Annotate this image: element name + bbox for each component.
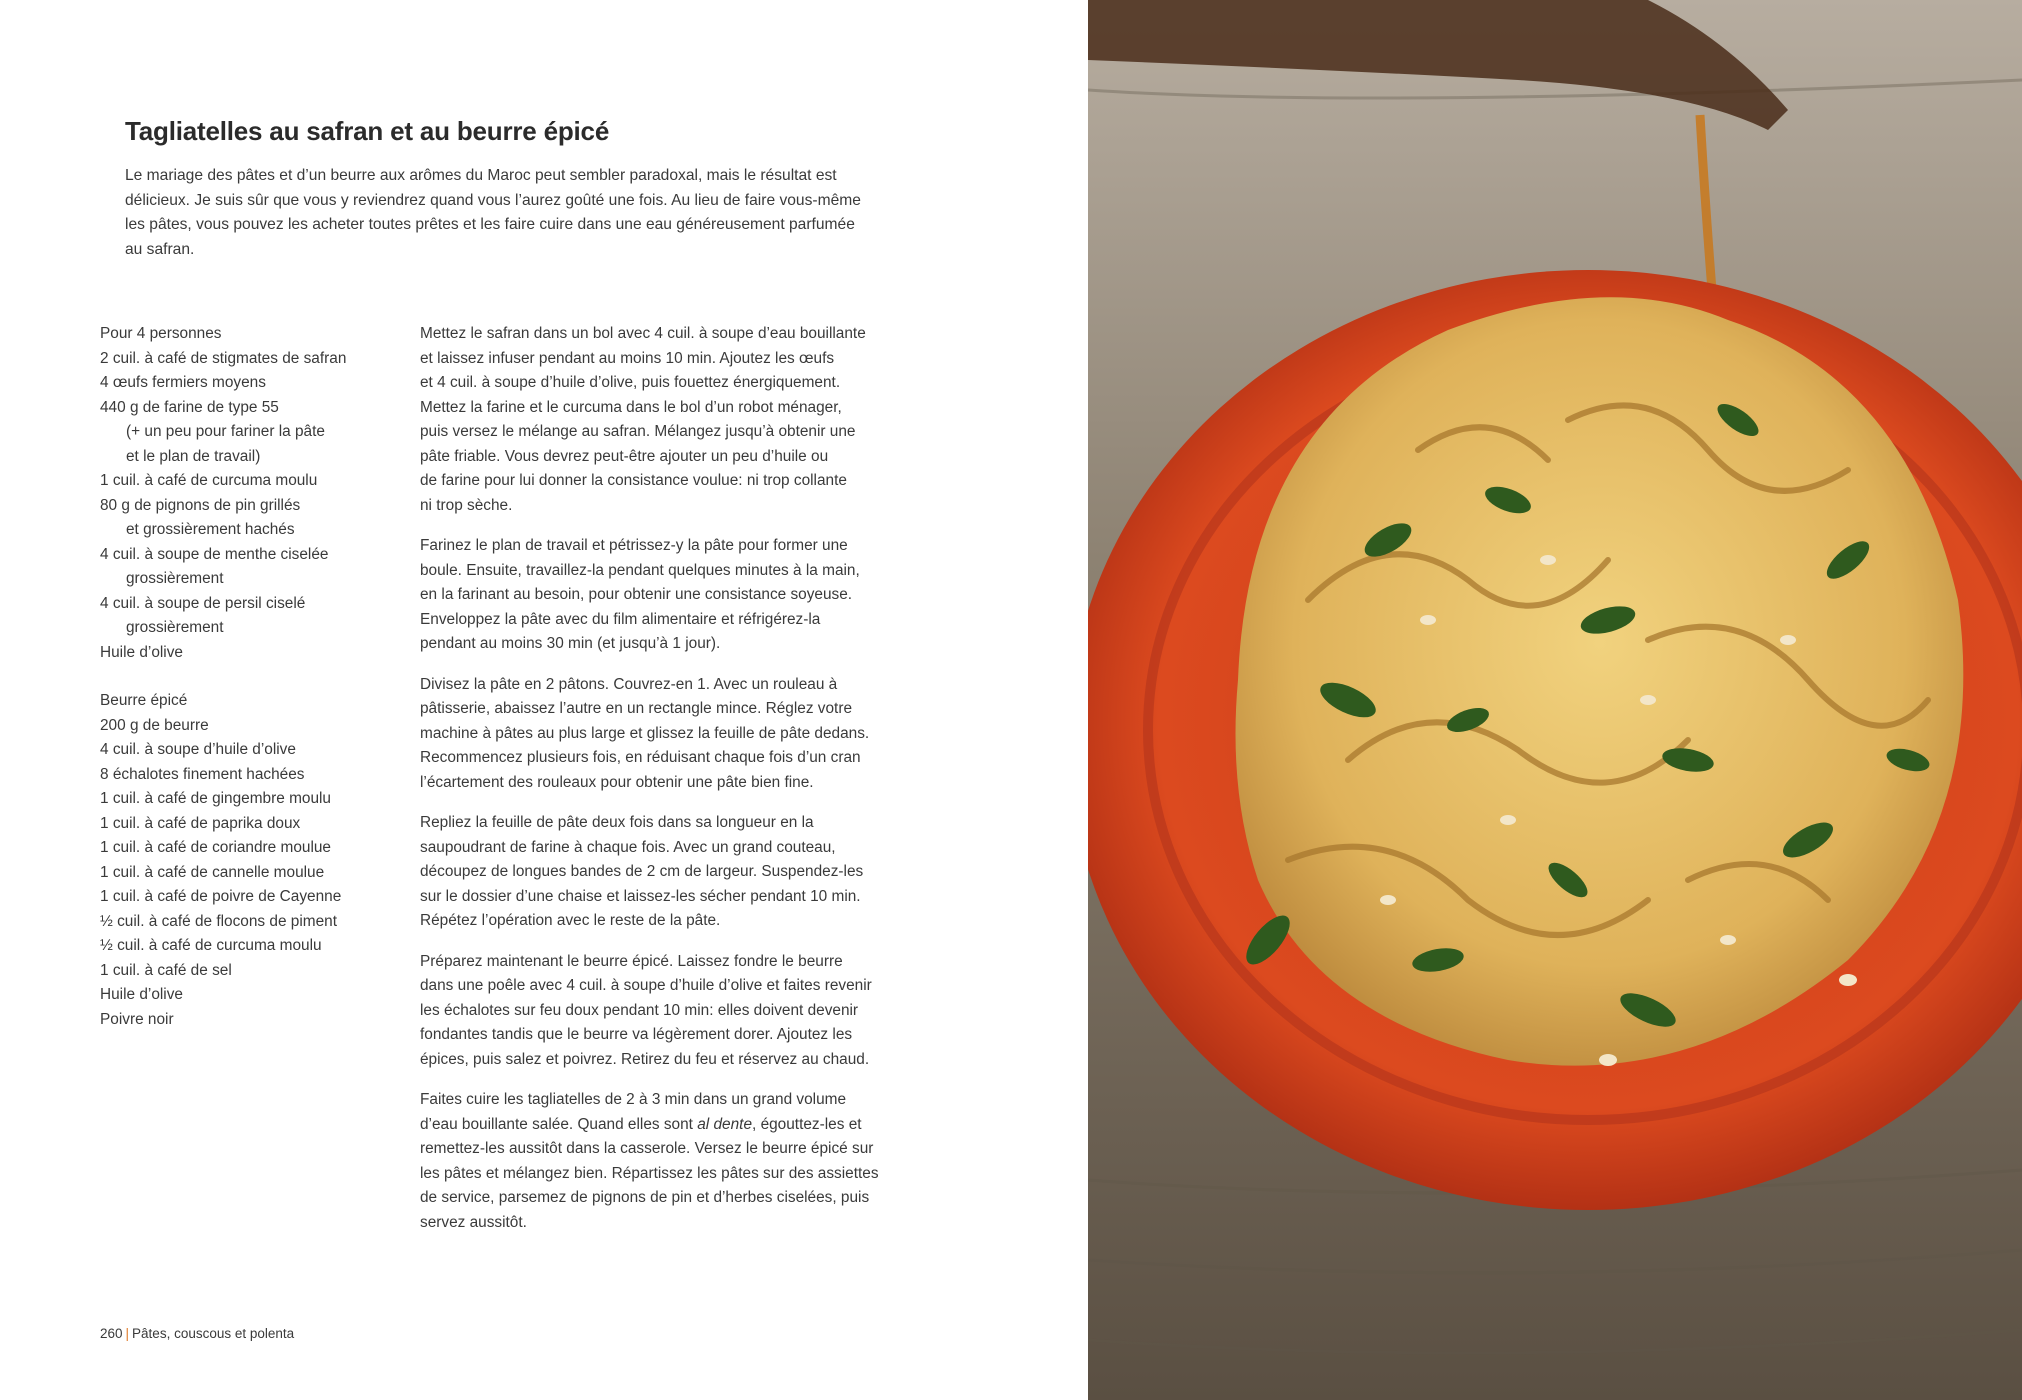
method-line: pâte friable. Vous devrez peut-être ajouter un peu d’huile ou: [420, 447, 829, 465]
method-line: de farine pour lui donner la consistance voulue: ni trop collante: [420, 472, 847, 489]
pasta-mound: [1236, 297, 1964, 1065]
page-number: 260: [100, 1326, 123, 1341]
method-line: Préparez maintenant le beurre épicé. Laissez fondre le beurre: [420, 952, 843, 970]
method-line: Recommencez plusieurs fois, en réduisant chaque fois d’un cran: [420, 749, 861, 766]
ingredients-main: [100, 322, 400, 665]
ingredient-line: 200 g de beurre: [100, 716, 209, 734]
ingredient-line: 80 g de pignons de pin grillés: [100, 496, 301, 514]
ingredient-line: 1 cuil. à café de paprika doux: [100, 814, 301, 832]
method-text: d’eau bouillante salée. Quand elles sont: [420, 1115, 698, 1133]
method-line: Répétez l’opération avec le reste de la pâte.: [420, 912, 721, 929]
ingredient-line: 8 échalotes finement hachées: [100, 765, 305, 783]
ingredients-spiced-butter: [100, 689, 400, 1032]
ingredient-line: ½ cuil. à café de flocons de piment: [100, 912, 337, 930]
ingredient-line: et grossièrement hachés: [126, 521, 295, 538]
intro-line: Le mariage des pâtes et d’un beurre aux arômes du Maroc peut sembler paradoxal, mais le résultat est: [125, 167, 837, 184]
ingredient-line: Pour 4 personnes: [100, 325, 222, 342]
ingredient-line: Huile d’olive: [100, 986, 183, 1003]
method-line: les pâtes et mélangez bien. Répartissez les pâtes sur des assiettes: [420, 1164, 879, 1182]
dish-illustration: [1088, 0, 2022, 1400]
ingredient-line: grossièrement: [126, 570, 224, 587]
method-line: [420, 1113, 890, 1138]
ingredient-line: 1 cuil. à café de poivre de Cayenne: [100, 888, 342, 905]
ingredient-line: grossièrement: [126, 619, 224, 636]
ingredient-line: 440 g de farine de type 55: [100, 398, 279, 416]
method-line: pendant au moins 30 min (et jusqu’à 1 jour).: [420, 635, 721, 652]
method-line: pâtisserie, abaissez l’autre en un rectangle mince. Réglez votre: [420, 700, 853, 717]
method-line: puis versez le mélange au safran. Mélangez jusqu’à obtenir une: [420, 423, 856, 440]
ingredient-line: 1 cuil. à café de curcuma moulu: [100, 472, 318, 489]
dish-photo: [1088, 0, 2022, 1400]
intro-line: au safran.: [125, 240, 195, 258]
method-line: fondantes tandis que le beurre va légèrement dorer. Ajoutez les: [420, 1026, 853, 1043]
page-footer: [100, 1326, 294, 1341]
method-line: Mettez la farine et le curcuma dans le bol d’un robot ménager,: [420, 398, 842, 416]
ingredient-line: Beurre épicé: [100, 692, 188, 709]
ingredients-list: [100, 322, 400, 1056]
method-line: boule. Ensuite, travaillez-la pendant quelques minutes à la main,: [420, 561, 860, 579]
intro-line: délicieux. Je suis sûr que vous y reviendrez quand vous l’aurez goûté une fois. Au lieu de faire vous-même: [125, 191, 861, 209]
method-step: [420, 322, 890, 518]
method-steps: [420, 322, 890, 1251]
method-line: Divisez la pâte en 2 pâtons. Couvrez-en 1. Avec un rouleau à: [420, 675, 838, 693]
chapter-name: Pâtes, couscous et polenta: [132, 1326, 295, 1341]
ingredient-line: 4 cuil. à soupe d’huile d’olive: [100, 741, 296, 758]
ingredient-line: et le plan de travail): [126, 447, 261, 465]
ingredient-line: 1 cuil. à café de cannelle moulue: [100, 863, 325, 881]
ingredient-line: ½ cuil. à café de curcuma moulu: [100, 937, 322, 954]
ingredient-line: 4 cuil. à soupe de persil ciselé: [100, 594, 306, 612]
method-step: [420, 1088, 890, 1235]
method-step: [420, 950, 890, 1073]
footer-separator: |: [125, 1326, 130, 1341]
method-line: Faites cuire les tagliatelles de 2 à 3 min dans un grand volume: [420, 1091, 847, 1108]
method-line: Farinez le plan de travail et pétrissez-y la pâte pour former une: [420, 537, 848, 554]
ingredient-line: 1 cuil. à café de gingembre moulu: [100, 790, 331, 807]
method-line: découpez de longues bandes de 2 cm de largeur. Suspendez-les: [420, 863, 864, 880]
method-step: [420, 673, 890, 796]
method-line: Repliez la feuille de pâte deux fois dans sa longueur en la: [420, 814, 814, 831]
italic-term: al dente: [697, 1115, 753, 1133]
ingredient-line: 2 cuil. à café de stigmates de safran: [100, 349, 347, 367]
ingredient-line: 4 cuil. à soupe de menthe ciselée: [100, 545, 329, 563]
recipe-title: Tagliatelles au safran et au beurre épicé: [125, 116, 610, 146]
method-line: de service, parsemez de pignons de pin et d’herbes ciselées, puis: [420, 1189, 870, 1206]
ingredient-line: Poivre noir: [100, 1010, 174, 1028]
ingredient-line: 1 cuil. à café de coriandre moulue: [100, 839, 331, 856]
method-line: ni trop sèche.: [420, 496, 513, 514]
method-line: et 4 cuil. à soupe d’huile d’olive, puis fouettez énergiquement.: [420, 374, 841, 391]
method-line: machine à pâtes au plus large et glissez la feuille de pâte dedans.: [420, 724, 870, 742]
method-line: épices, puis salez et poivrez. Retirez du feu et réservez au chaud.: [420, 1050, 870, 1068]
method-line: l’écartement des rouleaux pour obtenir une pâte bien fine.: [420, 773, 814, 791]
ingredient-line: Huile d’olive: [100, 643, 183, 661]
method-line: saupoudrant de farine à chaque fois. Avec un grand couteau,: [420, 838, 836, 856]
ingredient-line: 4 œufs fermiers moyens: [100, 374, 266, 391]
method-step: [420, 534, 890, 657]
ingredient-line: (+ un peu pour fariner la pâte: [126, 423, 325, 440]
method-text: , égouttez-les et: [752, 1115, 862, 1133]
method-line: et laissez infuser pendant au moins 10 min. Ajoutez les œufs: [420, 349, 835, 367]
method-line: Mettez le safran dans un bol avec 4 cuil. à soupe d’eau bouillante: [420, 325, 866, 342]
method-line: dans une poêle avec 4 cuil. à soupe d’huile d’olive et faites revenir: [420, 977, 872, 994]
method-step: [420, 811, 890, 934]
method-line: sur le dossier d’une chaise et laissez-les sécher pendant 10 min.: [420, 887, 861, 905]
method-line: en la farinant au besoin, pour obtenir une consistance soyeuse.: [420, 586, 853, 603]
method-line: Enveloppez la pâte avec du film alimentaire et réfrigérez-la: [420, 610, 821, 628]
method-line: servez aussitôt.: [420, 1213, 527, 1231]
method-line: les échalotes sur feu doux pendant 10 min: elles doivent devenir: [420, 1001, 859, 1019]
intro-line: les pâtes, vous pouvez les acheter toutes prêtes et les faire cuire dans une eau généreusement parfumée: [125, 216, 855, 233]
recipe-intro: [125, 164, 865, 262]
ingredient-line: 1 cuil. à café de sel: [100, 961, 232, 979]
method-line: remettez-les aussitôt dans la casserole. Versez le beurre épicé sur: [420, 1140, 874, 1157]
